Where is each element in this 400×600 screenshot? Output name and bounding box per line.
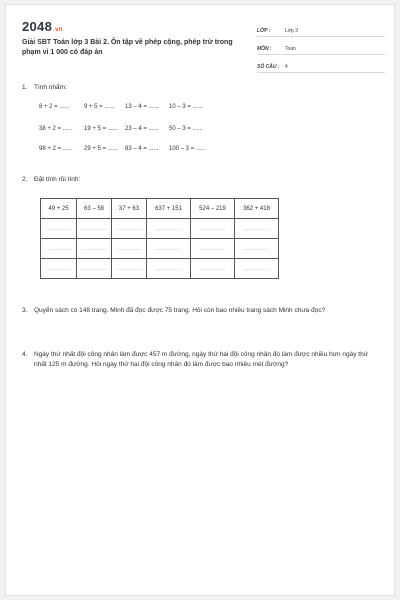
- meta-value: Toán: [285, 46, 296, 52]
- table-header-row: [41, 199, 279, 219]
- meta-value: 4: [285, 64, 288, 70]
- meta-info: [257, 19, 385, 73]
- answer-blank[interactable]: ................: [147, 219, 191, 239]
- answer-blank[interactable]: ................: [235, 239, 279, 259]
- table-header-cell: 37 + 63: [112, 199, 147, 219]
- answer-blank[interactable]: ................: [147, 259, 191, 279]
- meta-row-question-count: [257, 55, 385, 73]
- answer-blank[interactable]: ................: [191, 239, 235, 259]
- equation: 23 – 4 = ......: [125, 126, 159, 132]
- meta-row-subject: [257, 37, 385, 55]
- table-header-cell: 362 + 418: [235, 199, 279, 219]
- table-header-cell: 49 + 25: [41, 199, 77, 219]
- question-2: [22, 175, 372, 185]
- answer-blank[interactable]: ................: [77, 239, 112, 259]
- equation: 8 + 2 = ......: [39, 104, 70, 110]
- question-3: [22, 306, 370, 316]
- equation: 9 + 5 = ......: [84, 104, 115, 110]
- answer-blank[interactable]: ................: [112, 219, 147, 239]
- question-4: [22, 350, 370, 370]
- equation: 98 + 2 = ......: [39, 146, 73, 152]
- meta-label: LỚP :: [257, 28, 271, 34]
- answer-blank[interactable]: ................: [41, 259, 77, 279]
- calculation-table: [40, 198, 279, 279]
- equation: 10 – 3 = ......: [169, 104, 203, 110]
- equation: 29 + 5 = ......: [84, 146, 118, 152]
- answer-blank[interactable]: ................: [77, 219, 112, 239]
- question-text: Tính nhẩm:: [34, 84, 67, 91]
- equation: 100 – 3 = ......: [169, 146, 206, 152]
- question-number: 3.: [22, 307, 28, 314]
- logo-suffix: .vn: [53, 27, 63, 33]
- meta-value: Lớp 3: [285, 28, 299, 34]
- answer-blank[interactable]: ................: [77, 259, 112, 279]
- answer-blank[interactable]: ................: [235, 259, 279, 279]
- answer-blank[interactable]: ................: [147, 239, 191, 259]
- answer-blank[interactable]: ................: [191, 219, 235, 239]
- equation: 19 + 5 = ......: [84, 126, 118, 132]
- question-text: Quyển sách có 148 trang. Minh đã đọc được 75 trang. Hỏi còn bao nhiêu trang sách Minh chưa đọc?: [34, 307, 326, 314]
- answer-blank[interactable]: ................: [112, 239, 147, 259]
- question-number: 1.: [22, 84, 28, 91]
- question-text: Đặt tính rồi tính:: [34, 176, 81, 183]
- table-header-cell: 637 + 151: [147, 199, 191, 219]
- meta-label: SỐ CÂU :: [257, 64, 280, 70]
- equation: 13 – 4 = ......: [125, 104, 159, 110]
- site-logo[interactable]: [22, 19, 63, 34]
- document-title: Giải SBT Toán lớp 3 Bài 2. Ôn tập về phép cộng, phép trừ trong phạm vi 1 000 có đáp án: [22, 39, 233, 56]
- meta-label: MÔN :: [257, 46, 272, 52]
- table-header-cell: 524 – 219: [191, 199, 235, 219]
- equation: 38 + 2 = ......: [39, 126, 73, 132]
- answer-blank[interactable]: ................: [191, 259, 235, 279]
- answer-blank[interactable]: ................: [41, 239, 77, 259]
- worksheet-page: [5, 4, 395, 596]
- question-number: 2.: [22, 176, 28, 183]
- equation: 83 – 4 = ......: [125, 146, 159, 152]
- question-1: [22, 83, 372, 93]
- answer-blank[interactable]: ................: [112, 259, 147, 279]
- logo-text: 2048: [22, 19, 53, 34]
- equation: 50 – 3 = ......: [169, 126, 203, 132]
- question-number: 4.: [22, 351, 28, 358]
- table-row: [41, 259, 279, 279]
- table-row: [41, 219, 279, 239]
- table-header-cell: 63 – 58: [77, 199, 112, 219]
- answer-blank[interactable]: ................: [41, 219, 77, 239]
- question-text: Ngày thứ nhất đội công nhân làm được 457 m đường, ngày thứ hai đội công nhân đó làm được nhiều hơn ngày thứ nhất 125 m đường. Hỏi ngày thứ hai đội công nhân đó làm được bao nhiêu mét đường?: [34, 351, 369, 368]
- meta-row-class: [257, 19, 385, 37]
- table-row: [41, 239, 279, 259]
- answer-blank[interactable]: ................: [235, 219, 279, 239]
